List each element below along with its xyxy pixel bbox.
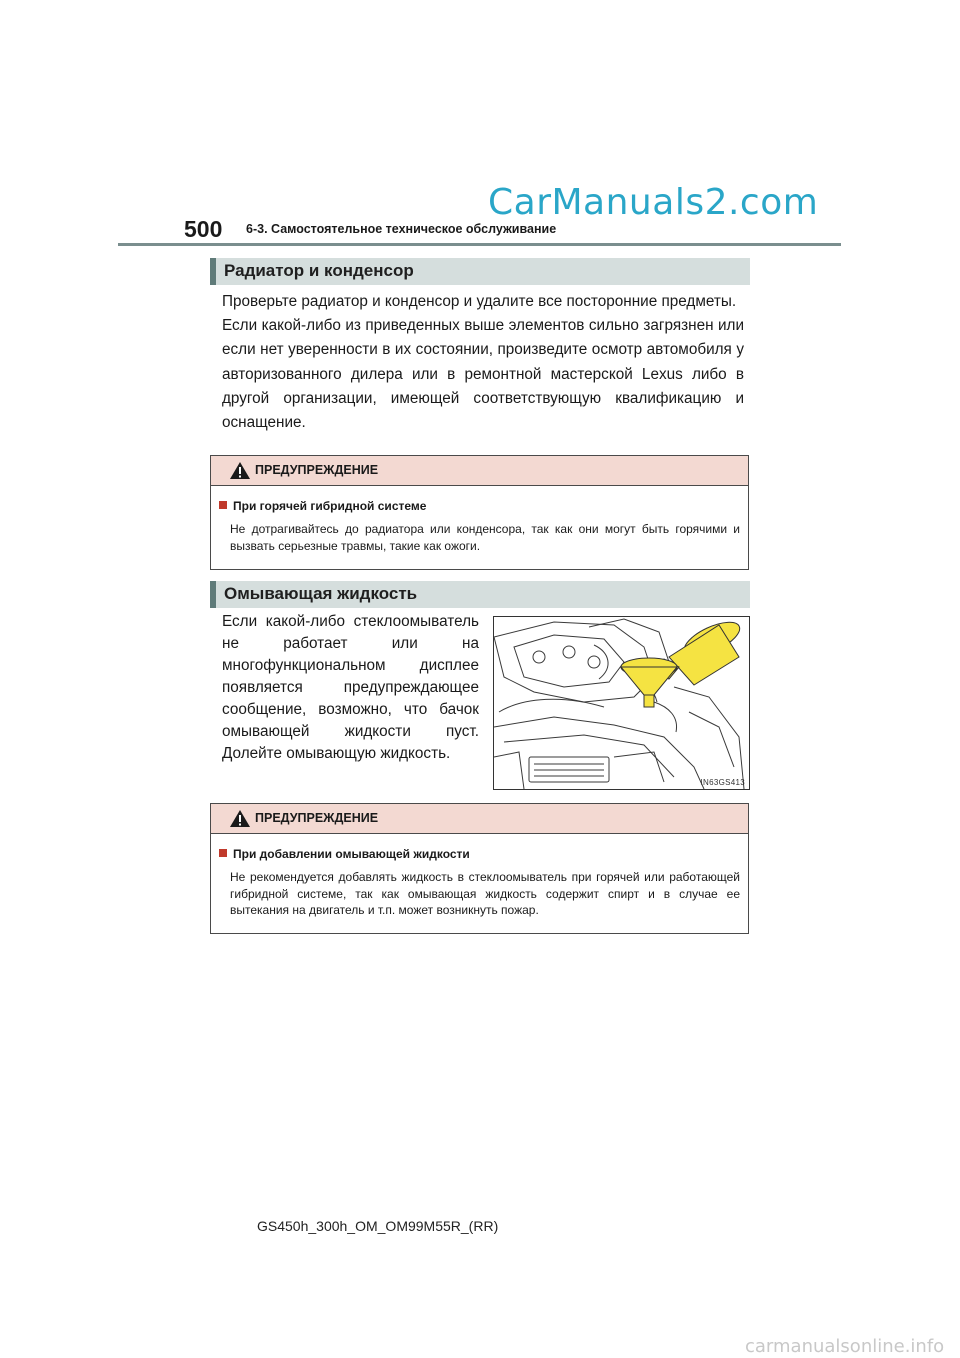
watermark-top: CarManuals2.com	[488, 182, 819, 223]
warning-label: ПРЕДУПРЕЖДЕНИЕ	[255, 811, 379, 825]
warning-box-hot-system	[210, 455, 749, 570]
engine-bay-drawing	[494, 617, 749, 789]
washer-paragraph: Если какой-либо стеклоомыватель не работает или на многофункциональном дисплее появляется предупреждающее сообщение, возможно, что бачок омывающей жидкости пуст. Долейте омывающую жидкость.	[222, 613, 479, 762]
washer-text	[222, 611, 479, 765]
warning-subtitle: При горячей гибридной системе	[219, 499, 426, 513]
section-heading: 6-3. Самостоятельное техническое обслуживание	[246, 222, 557, 236]
washer-section-title: Омывающая жидкость	[224, 584, 418, 603]
warning-box-washer-fluid	[210, 803, 749, 934]
band-accent	[210, 258, 216, 285]
footer-doc-code: GS450h_300h_OM_OM99M55R_(RR)	[257, 1218, 499, 1234]
warning-header	[211, 456, 748, 486]
radiator-paragraph-2: Если какой-либо из приведенных выше элементов сильно загрязнен или если нет уверенности в их состоянии, произведите осмотр автомобиля у авторизованного дилера или в ремонтной мастерской Lexus либо в другой организации, имеющей соответствующую квалификацию и оснащение.	[222, 317, 744, 432]
warning-subtitle: При добавлении омывающей жидкости	[219, 847, 470, 861]
warning-header	[211, 804, 748, 834]
header-rule	[118, 243, 841, 246]
radiator-section-title: Радиатор и конденсор	[224, 261, 414, 280]
page-number: 500	[184, 216, 223, 242]
radiator-paragraph-1: Проверьте радиатор и конденсор и удалите все посторонние предметы.	[222, 293, 737, 310]
band-accent	[210, 581, 216, 608]
radiator-section-band	[210, 258, 750, 285]
warning-label: ПРЕДУПРЕЖДЕНИЕ	[255, 463, 379, 477]
radiator-text	[222, 290, 744, 435]
washer-fluid-illustration	[493, 616, 750, 790]
bullet-square-icon	[219, 849, 227, 857]
watermark-bottom: carmanualsonline.info	[745, 1336, 945, 1357]
warning-text: Не дотрагивайтесь до радиатора или конденсора, так как они могут быть горячими и вызвать серьезные травмы, такие как ожоги.	[230, 522, 740, 553]
warning-triangle-icon	[229, 461, 251, 480]
bullet-square-icon	[219, 501, 227, 509]
warning-triangle-icon	[229, 809, 251, 828]
washer-section-band	[210, 581, 750, 608]
warning-text: Не рекомендуется добавлять жидкость в стеклоомыватель при горячей или работающей гибридной системе, так как омывающая жидкость содержит спирт и в случае ее вытекания на двигатель и т.п. может возникнуть пожар.	[230, 870, 740, 917]
image-code: IN63GS413	[700, 778, 745, 787]
